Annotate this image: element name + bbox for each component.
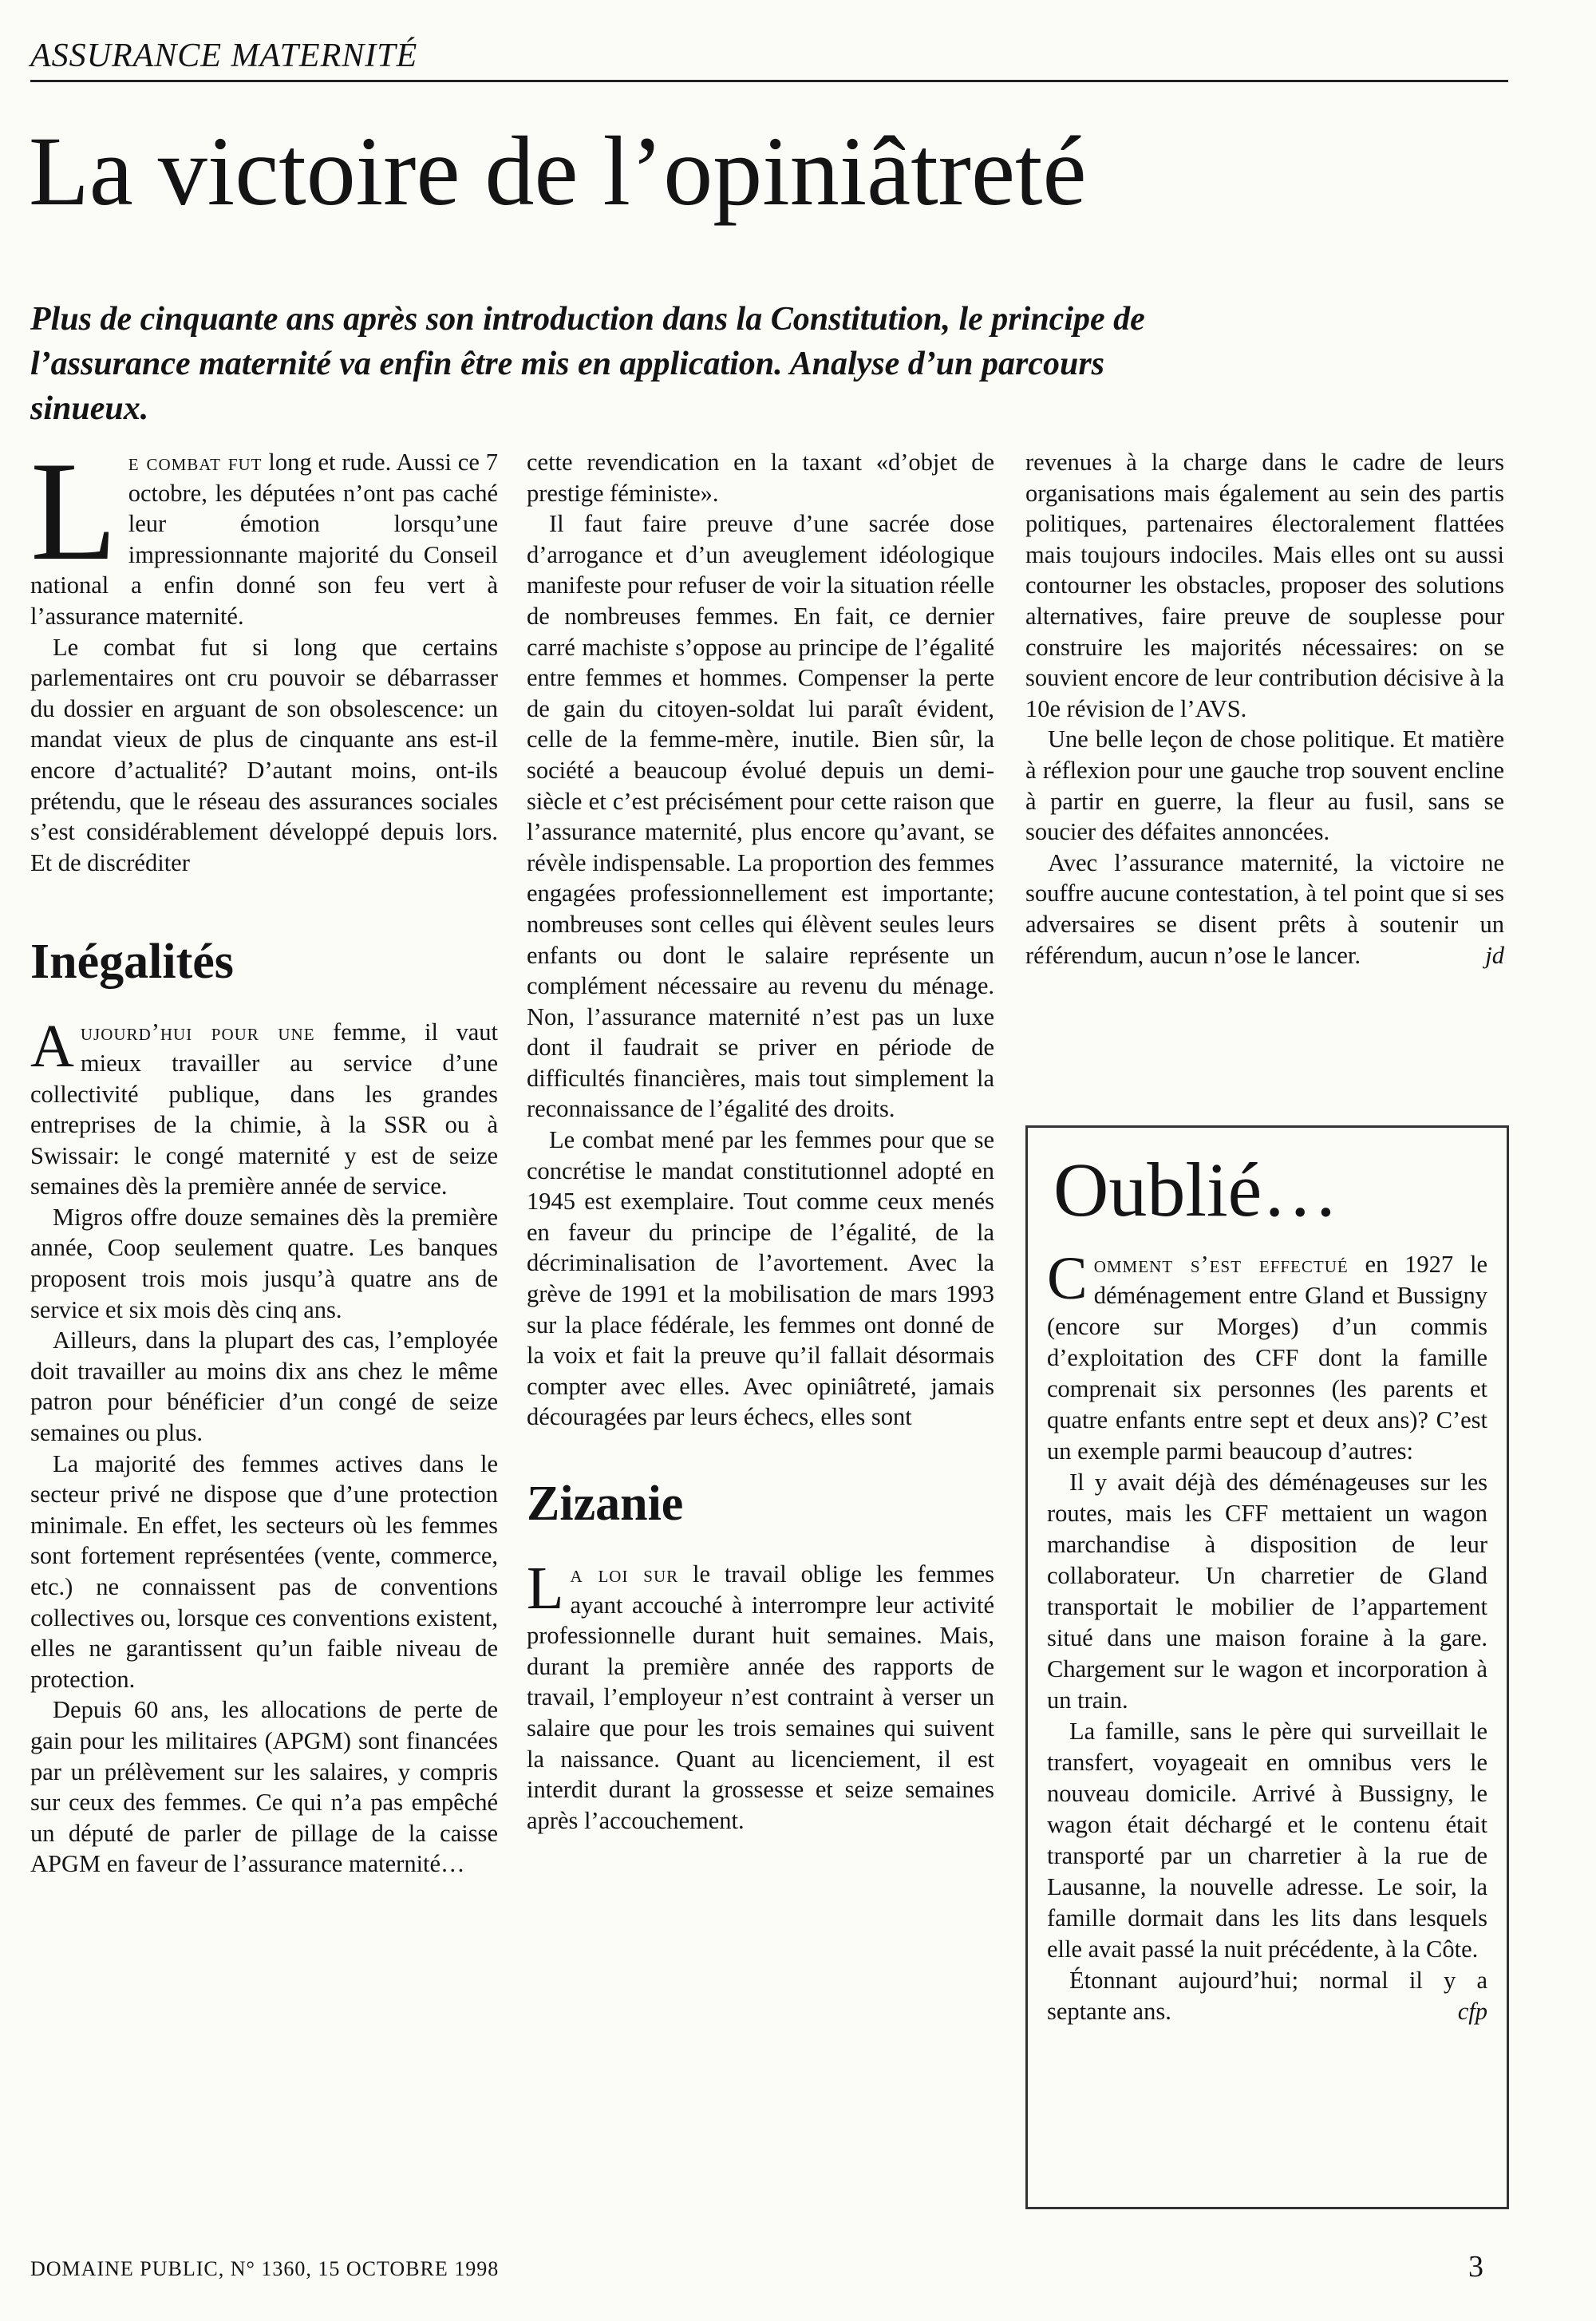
footer-publication: DOMAINE PUBLIC, N° 1360, 15 OCTOBRE 1998 — [30, 2257, 500, 2280]
paragraph: Le combat fut si long que certains parlementaires ont cru pouvoir se débarrasser du dossier en arguant de son obsolescence: un mandat vieux de plus de cinquante ans est-il encore d’actualité? D’autant moins, ont-ils prétendu, que le réseau des assurances sociales s’est considérablement développé depuis lors. Et de discréditer — [30, 633, 498, 876]
paragraph: Il faut faire preuve d’une sacrée dose d’arrogance et d’un aveuglement idéologique manifeste pour refuser de voir la situation réelle de nombreuses femmes. En fait, ce dernier carré machiste s’oppose au principe de l’égalité entre femmes et hommes. Compenser la perte de gain du citoyen-soldat lui paraît évident, celle de la femme-mère, inutile. Bien sûr, la société a beaucoup évolué depuis un demi-siècle et c’est précisément pour cette raison que l’assurance maternité, plus encore qu’avant, se révèle indispensable. La proportion des femmes engagées professionnellement est importante; nombreuses sont celles qui élèvent seules leurs enfants ou dont le salaire représente un complément nécessaire au revenu du ménage. Non, l’assurance maternité n’est pas un luxe dont il faudrait se priver en période de difficultés financières, mais tout simplement la reconnaissance de l’égalité des droits. — [527, 510, 994, 1123]
sidebar-box — [1025, 1125, 1509, 2209]
paragraph-text: Avec l’assurance maternité, la victoire ne souffre aucune contestation, à tel point que si ses adversaires se disent prêts à soutenir un référendum, aucun n’ose le lancer. — [1025, 848, 1504, 969]
article-title: La victoire de l’opiniâtreté — [29, 117, 1087, 226]
sidebar-intro-paragraph — [1047, 1245, 1487, 1467]
dropcap: L — [527, 1555, 564, 1622]
smallcaps-lead: ujourd’hui pour une — [80, 1018, 315, 1046]
subhead-inegalites: Inégalités — [30, 935, 234, 990]
paragraph: Ailleurs, dans la plupart des cas, l’employée doit travailler au moins dix ans chez le même patron pour bénéficier d’un congé de seize semaines ou plus. — [30, 1327, 498, 1447]
paragraph: Le combat mené par les femmes pour que se concrétise le mandat constitutionnel adopté en 1945 est exemplaire. Tout comme ceux menés en faveur du principe de l’égalité, de la décriminalisation de l’avortement. Avec la grève de 1991 et la mobilisation de mars 1993 sur la place fédérale, les femmes ont donné de la voix et fait la preuve qu’il fallait désormais compter avec elles. Avec opiniâtreté, jamais découragées par leurs échecs, elles sont — [527, 1126, 994, 1431]
author-signature: jd — [1485, 941, 1504, 969]
dropcap: L — [30, 432, 117, 590]
paragraph-text: en 1927 le déménagement entre Gland et Bussigny (encore sur Morges) d’un commis d’exploitation des CFF dont la famille comprenait six personnes (les parents et quatre enfants entre sept et deux ans)? C’est un exemple parmi beaucoup d’autres: — [1047, 1251, 1487, 1465]
smallcaps-lead: omment s’est effectué — [1093, 1251, 1349, 1278]
dropcap: C — [1047, 1245, 1088, 1312]
paragraph: La majorité des femmes actives dans le secteur privé ne dispose que d’une protection minimale. En effet, les secteurs où les femmes sont fortement représentées (vente, commerce, etc.) ne connaissent pas de conventions collectives ou, lorsque ces conventions existent, elles ne garantissent qu’un faible niveau de protection. — [30, 1449, 498, 1693]
paragraph-text: le travail oblige les femmes ayant accouché à interrompre leur activité professionnelle durant huit semaines. Mais, durant la première année des rapports de travail, l’employeur n’est contraint à verser un salaire que pour les trois semaines qui suivent la naissance. Quant au licenciement, il est interdit durant la grossesse et seize semaines après l’accouchement. — [527, 1560, 994, 1834]
column-1 — [30, 432, 499, 1880]
section-intro-paragraph — [30, 1013, 499, 1202]
smallcaps-lead: a loi sur — [570, 1560, 679, 1588]
page-number: 3 — [1468, 2250, 1483, 2283]
paragraph: La famille, sans le père qui surveillait le transfert, voyageait en omnibus vers le nouveau domicile. Arrivé à Bussigny, le wagon était déchargé et le contenu était transporté par un charretier à la rue de Lausanne, la nouvelle adresse. Le soir, la famille dormait dans les lits dans lesquels elle avait passé la nuit précédente, à la Côte. — [1047, 1718, 1487, 1963]
sidebar-signature: cfp — [1457, 1998, 1487, 2025]
sidebar-title: Oublié… — [1053, 1147, 1339, 1232]
paragraph-text: femme, il vaut mieux travailler au service d’une collectivité publique, dans les grandes entreprises de la chimie, à la SSR ou à Swissair: le congé maternité y est de seize semaines dès la première année de service. — [30, 1018, 499, 1200]
paragraph-text: Étonnant aujourd’hui; normal il y a septante ans. — [1047, 1967, 1487, 2025]
section-intro-paragraph — [527, 1555, 994, 1836]
section-rubric: ASSURANCE MATERNITÉ — [30, 37, 1508, 82]
paragraph: Migros offre douze semaines dès la première année, Coop seulement quatre. Les banques proposent trois mois jusqu’à quatre ans de service et six mois dès cinq ans. — [30, 1203, 498, 1323]
column-2 — [527, 447, 994, 1836]
paragraph: cette revendication en la taxant «d’objet de prestige féministe». — [527, 449, 994, 507]
column-3 — [1025, 447, 1504, 971]
paragraph — [1025, 848, 1504, 971]
smallcaps-lead: e combat fut — [128, 449, 263, 476]
paragraph: revenues à la charge dans le cadre de leurs organisations mais également au sein des partis politiques, partenaires électoralement flattées mais toujours indociles. Mais elles ont su aussi contourner les obstacles, proposer des solutions alternatives, faire preuve de souplesse pour construire les majorités nécessaires: on se souvient encore de leur contribution décisive à la 10e révision de l’AVS. — [1025, 449, 1504, 722]
article-lede: Plus de cinquante ans après son introduction dans la Constitution, le principe de l’assurance maternité va enfin être mis en application. Analyse d’un parcours sinueux. — [30, 301, 1145, 427]
paragraph: Une belle leçon de chose politique. Et matière à réflexion pour une gauche trop souvent encline à partir en guerre, la fleur au fusil, sans se soucier des défaites annoncées. — [1025, 726, 1504, 846]
paragraph: Depuis 60 ans, les allocations de perte de gain pour les militaires (APGM) sont financées par un prélèvement sur les salaires, y compris sur ceux des femmes. Ce qui n’a pas empêché un député de parler de pillage de la caisse APGM en faveur de l’assurance maternité… — [30, 1696, 498, 1878]
subhead-zizanie: Zizanie — [527, 1477, 684, 1531]
paragraph: Il y avait déjà des déménageuses sur les routes, mais les CFF mettaient un wagon marchandise à disposition de leur collaborateur. Un charretier de Gland transportait le mobilier de l’appartement situé dans une maison foraine à la gare. Chargement sur le wagon et incorporation à un train. — [1047, 1469, 1487, 1714]
paragraph-text: long et rude. Aussi ce 7 octobre, les députées n’ont pas caché leur émotion lorsqu’une impressionnante majorité du Conseil national a enfin donné son feu vert à l’assurance maternité. — [30, 449, 498, 630]
intro-paragraph — [30, 432, 498, 632]
paragraph — [1047, 1965, 1487, 2027]
dropcap: A — [30, 1013, 74, 1081]
